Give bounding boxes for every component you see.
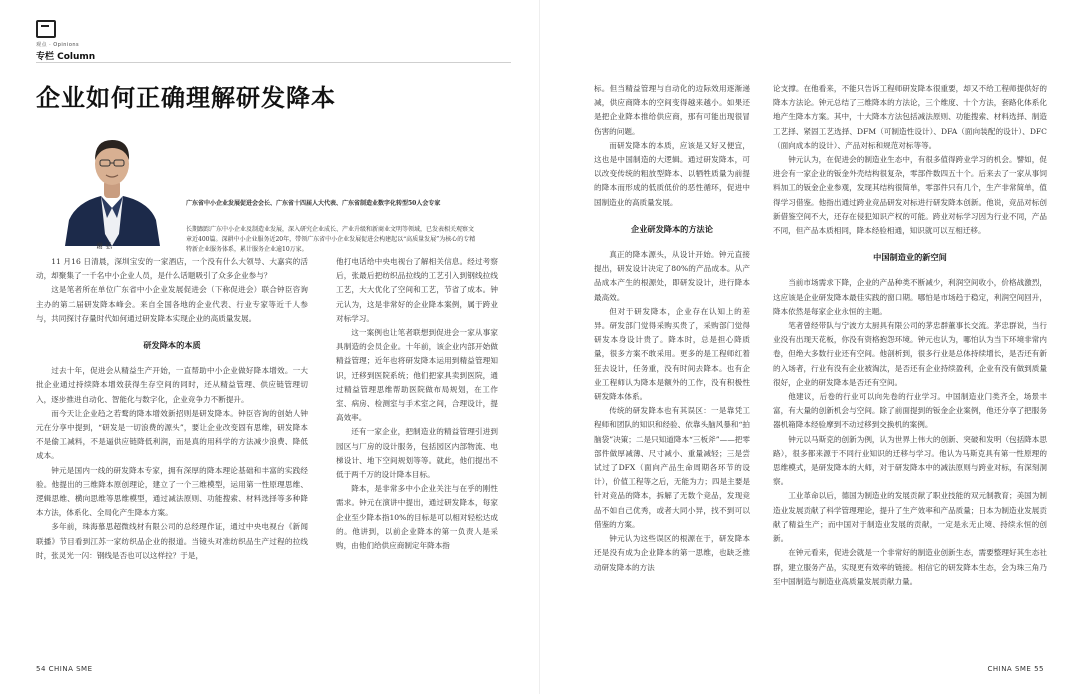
paragraph: 传统的研发降本也有其误区：一是靠凭工程师和团队的知识和经验、依靠头脑风暴和“拍脑袋”决策；二是只知道降本“三板斧”——把零部件做厚减薄、尺寸减小、重量减轻；三是尝试过了DFX（面向产品生命周期各环节的设计），价值工程等之后，无能为力；四是主要是针对竞品的降本，拆解了无数个竞品，发现竞品不如自己优秀，或者大同小异，找不到可以借鉴的方案。: [594, 406, 750, 529]
paragraph: 他建议，后卷的行业可以向先卷的行业学习。中国制造业门类齐全，场景丰富，有大量的创新机会与空间。除了前面提到的钣金企业案例，他还分享了把服务器机箱降本经验摩到不动过移到交换机的案例。: [773, 392, 1047, 430]
paragraph: 降本，是非常多中小企业关注与在乎的刚性需求。钟元在演讲中提出，通过研发降本，每家企业至少降本指10%的目标是可以相对轻松达成的。他讲到，以前企业降本的第一负责人是采购，由他们给供应商制定年降本指: [336, 484, 498, 551]
author-name: 谢 弘: [96, 242, 113, 250]
section-heading: 中国制造业的新空间: [873, 252, 947, 263]
section-heading: 研发降本的本质: [143, 340, 201, 351]
paragraph: 还有一家企业，把制造业的精益管理引进到园区与厂房的设计服务，包括园区内部物流、电梯设计、地下空间规划等等。就此，他们提出不低于两千万的设计降本目标。: [336, 427, 498, 480]
paragraph: 过去十年，促进会从精益生产开始，一直帮助中小企业做好降本增效。一大批企业通过持续降本增效获得生存空间的同时，还从精益管理、供应链管理切入，逐步推进自动化、智能化与数字化，企业竞争力不断提升。: [36, 366, 308, 404]
author-photo: [55, 128, 170, 246]
column-logo: [36, 20, 95, 62]
paragraph: 工业革命以后，德国为制造业的发展贡献了职业技能的双元制教育；美国为制造业发展贡献了科学管理理论，提升了生产效率和产品质量；日本为制造业发展贡献了精益生产；而中国对于制造业发展的贡献，一定是永无止境、持续永恒的创新。: [773, 491, 1047, 544]
paragraph: 钟元以马斯克的创新为例，认为世界上伟大的创新、突破和发明（包括降本思路），很多都来源于不同行业知识的迁移与学习。他认为马斯克具有第一性原理的思维模式，是研发降本的大师，对于研发降本中的减法原则与跨业对标，有深刻洞察。: [773, 434, 1047, 487]
section-heading: 企业研发降本的方法论: [631, 223, 713, 234]
footer-page-number-left: 54 CHINA SME: [36, 665, 93, 673]
footer-page-number-right: CHINA SME 55: [987, 665, 1044, 673]
article-column-3: [594, 82, 750, 575]
paragraph: 11 月16 日清晨，深圳宝安的一家酒店，一个没有什么大领导、大嘉宾的活动，却聚集了一千名中小企业人员，是什么话题吸引了众多企业参与？: [36, 257, 308, 281]
paragraph: 论支撑。在他看来，不能只告诉工程师研发降本很重要，却又不给工程师提供好的降本方法论。钟元总结了三维降本的方法论，三个维度、十个方法，套路化体系化地产生降本方案。其中，十大降本方法包括减法原则、功能搜索、材料选择、制造工艺择、紧固工艺选择、DFM（可制造性设计）、DFA（面向装配的设计）、DFC（面向成本的设计）、产品对标和规范对标等等。: [773, 84, 1047, 150]
author-bio-text: 长期跟踪广东中小企业及制造业发展，深入研究企业成长、产业升级和新商业文明等领域，已发表相关观察文章近400篇。深耕中小企业服务近20年，带领广东省中小企业发展促进会构建起以“高质量发展”为核心的专精特新企业服务体系，累计服务企业逾10万家。: [186, 226, 476, 253]
paragraph: 钟元认为，在促进会的制造业生态中，有很多值得跨业学习的机会。譬如，促进会有一家企业的钣金外壳结构很复杂，零部件数四五十个。后来去了一家从事饲料加工的钣金企业参观，发现其结构很简单，零部件只有几个，生产非常简单，值得学习借鉴。他指出通过跨业竞品研发对标进行研发降本创新。他说，竞品对标创新借鉴空间不大，还存在侵犯知识产权的可能。跨业对标学习因为行业不同，产品不同，但产品本质相同，降本经验相通，知识就可以互相迁移。: [773, 155, 1047, 236]
column-logo-icon: [36, 20, 56, 38]
article-title: 企业如何正确理解研发降本: [36, 84, 336, 112]
paragraph: 而今天让企业趋之若鹜的降本增效新招则是研发降本。钟臣咨询的创始人钟元在分享中提到，“研发是一切浪费的源头”，要让企业改变固有思维，研发降本不是偷工减料，不是逼供应链降低利润，而是真的用科学的方法减少浪费、降低成本。: [36, 408, 308, 461]
paragraph: 但对于研发降本，企业存在认知上的差异。研发部门觉得采购买贵了，采购部门觉得研发本身设计贵了。降本时，总是担心降质量，很多方案不敢采用。更多的是工程师红着狂去设计，任务重，没有时间去降本。也有企业工程师认为降本是额外的工作，没有积极性研发降本体系。: [594, 306, 750, 402]
article-column-1: [36, 255, 308, 563]
paragraph: 这是笔者所在单位广东省中小企业发展促进会（下称促进会）联合钟臣咨询主办的第二届研发降本峰会。来自全国各地的企业代表、行业专家等近千人参与，共同探讨存量时代如何通过研发降本实现企业的高质量发展。: [36, 285, 308, 323]
section-cn: 专栏 Column: [36, 52, 96, 62]
section-en: 观点 · Opinions: [36, 42, 80, 48]
author-bio-title: 广东省中小企业发展促进会会长、广东省十四届人大代表、广东省制造业数字化转型50人会专家: [186, 200, 441, 207]
header-rule: [36, 62, 511, 63]
paragraph: 标。但当精益管理与自动化的边际效用逐渐递减，供应商降本的空间变得越来越小。如果还是把企业降本推给供应商，那有可能出现很冒伤害的问题。: [594, 84, 750, 136]
paragraph: 这一案例也让笔者联想到促进会一家从事家具制造的会员企业。十年前，该企业内部开始做精益管理；近年也将研发降本运用到精益管理知识，迁移到医院系统；他们把家具卖到医院，通过精益管理思维帮助医院做布局规划，在工作室、病房、检测室与手术室之间，合理设计，提高效率。: [336, 328, 498, 423]
paragraph: 钟元是国内一线的研发降本专家，拥有深厚的降本理论基础和丰富的实践经验。他提出的三维降本原创理论，建立了一个三维模型，运用第一性原理思维、逻辑思维、横向思维等思维模型，通过减法原则、功能搜索、材料选择等多种降本方法，体系化、全局化产生降本方案。: [36, 465, 308, 518]
paragraph: 钟元认为这些误区的根源在于，研发降本还是没有成为企业降本的第一思维，也缺乏推动研发降本的方法: [594, 534, 750, 572]
article-column-2: [336, 255, 498, 553]
paragraph: 笔者曾经带队与宁波方太厨具有限公司的茅忠群董事长交流。茅忠群说，当行业没有出现天花板，你没有资格抱怨环境。钟元也认为，哪怕认为当下环境非常内卷，但绝大多数行业还有空间。他剖析到，很多行业是总体持续增长，是否还有新的入场者，行业有没有企业被淘汰，是否还有企业持续盈利，企业有没有做到质量很好，企业的研发降本是否还有空间。: [773, 321, 1047, 387]
paragraph: 多年前，珠海慕思超微线材有限公司的总经理作证，通过中央电视台《新闻联播》节目看到江苏一家纺织品企业的报道。当镜头对准纺织品生产过程的拉线时，张灵光一闪：钢线是否也可以这样拉？于是，: [36, 522, 308, 560]
paragraph: 他打电话给中央电视台了解相关信息。经过考察后，张最后把纺织品拉线的工艺引入到钢线拉线工艺，大大优化了空间和工艺，节省了成本。钟元认为，这是非常好的企业降本案例，属于跨业对标学习。: [336, 257, 498, 323]
paragraph: 当前市场需求下降，企业的产品种类不断减少，利润空间收小，价格战激烈，这应该是企业研发降本最佳实践的窗口期。哪怕是市场趋于稳定，利润空间回升，降本依然是每家企业永恒的主题。: [773, 278, 1047, 316]
paragraph: 在钟元看来，促进会就是一个非常好的制造业创新生态，需要整理好其生态社群，建立服务产品，实现更有效率的链接。相信它的研发降本生态，会为珠三角乃至中国制造与制造业高质量发展贡献力量。: [773, 548, 1047, 586]
paragraph: 真正的降本源头，从设计开始。钟元直接提出，研发设计决定了80%的产品成本。从产品成本产生的根源处，即研发设计，进行降本最高效。: [594, 250, 750, 302]
article-column-4: [773, 82, 1047, 589]
paragraph: 而研发降本的本质，应该是又好又便宜，这也是中国制造的大逻辑。通过研发降本，可以改变传统的粗放型降本、以牺牲质量为前提的降本而形成的低质低价的恶性循环，促进中国制造业的高质量发展。: [594, 140, 750, 207]
